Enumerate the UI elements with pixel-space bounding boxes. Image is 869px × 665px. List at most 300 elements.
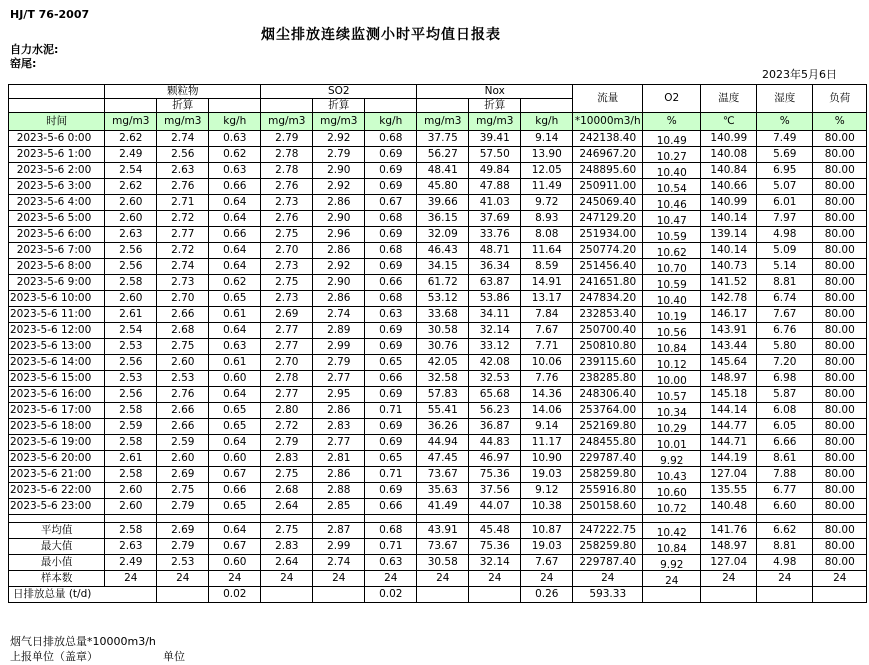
value-cell: 0.69 (365, 339, 417, 355)
value-cell: 144.77 (701, 419, 757, 435)
value-cell: 45.80 (417, 179, 469, 195)
value-cell: 2.75 (261, 275, 313, 291)
value-cell: 42.05 (417, 355, 469, 371)
value-cell: 8.59 (521, 259, 573, 275)
value-cell: 2.60 (105, 291, 157, 307)
value-cell: 0.63 (365, 307, 417, 323)
value-cell: 140.66 (701, 179, 757, 195)
header-humidity: 湿度 (757, 85, 813, 113)
value-cell: 10.60 (643, 483, 701, 499)
value-cell: 44.94 (417, 435, 469, 451)
value-cell: 2.92 (313, 259, 365, 275)
value-cell: 80.00 (813, 467, 867, 483)
time-cell: 2023-5-6 0:00 (9, 131, 105, 147)
value-cell: 2.68 (261, 483, 313, 499)
value-cell: 247834.20 (573, 291, 643, 307)
report-date: 2023年5月6日 (762, 68, 837, 81)
value-cell: 146.17 (701, 307, 757, 323)
time-cell: 2023-5-6 1:00 (9, 147, 105, 163)
value-cell: 24 (757, 571, 813, 587)
value-cell: 80.00 (813, 355, 867, 371)
unit-percent: % (643, 113, 701, 131)
value-cell: 10.40 (643, 163, 701, 179)
value-cell: 10.01 (643, 435, 701, 451)
value-cell: 19.03 (521, 539, 573, 555)
value-cell: 2.62 (105, 131, 157, 147)
value-cell: 0.65 (209, 403, 261, 419)
value-cell: 9.12 (521, 483, 573, 499)
value-cell: 2.60 (157, 355, 209, 371)
value-cell: 48.71 (469, 243, 521, 259)
value-cell (701, 587, 757, 603)
value-cell: 2.53 (105, 339, 157, 355)
value-cell: 7.67 (757, 307, 813, 323)
header-time: 时间 (9, 113, 105, 131)
daily-total-row (9, 587, 867, 603)
value-cell: 41.03 (469, 195, 521, 211)
value-cell: 80.00 (813, 387, 867, 403)
value-cell: 65.68 (469, 387, 521, 403)
value-cell: 2.64 (261, 499, 313, 515)
value-cell: 4.98 (757, 555, 813, 571)
header-empty (9, 99, 105, 113)
value-cell: 2.58 (105, 523, 157, 539)
value-cell: 2.56 (105, 387, 157, 403)
value-cell: 24 (209, 571, 261, 587)
value-cell: 2.74 (157, 131, 209, 147)
value-cell: 253764.00 (573, 403, 643, 419)
value-cell: 0.61 (209, 307, 261, 323)
header-load: 负荷 (813, 85, 867, 113)
value-cell: 2.69 (261, 307, 313, 323)
value-cell: 80.00 (813, 419, 867, 435)
value-cell: 2.87 (313, 523, 365, 539)
value-cell: 229787.40 (573, 451, 643, 467)
value-cell: 6.62 (757, 523, 813, 539)
value-cell: 24 (417, 571, 469, 587)
value-cell: 252169.80 (573, 419, 643, 435)
value-cell: 0.60 (209, 371, 261, 387)
value-cell: 46.43 (417, 243, 469, 259)
summary-label: 样本数 (9, 571, 105, 587)
value-cell: 7.76 (521, 371, 573, 387)
table-row (9, 211, 867, 227)
value-cell: 0.26 (521, 587, 573, 603)
value-cell: 63.87 (469, 275, 521, 291)
value-cell: 2.77 (313, 435, 365, 451)
value-cell: 2.59 (157, 435, 209, 451)
value-cell: 140.14 (701, 211, 757, 227)
value-cell: 9.14 (521, 131, 573, 147)
value-cell: 10.54 (643, 179, 701, 195)
header-temp: 温度 (701, 85, 757, 113)
value-cell: 37.75 (417, 131, 469, 147)
unit-mgm3: mg/m3 (469, 113, 521, 131)
table-row (9, 403, 867, 419)
value-cell: 2.53 (105, 371, 157, 387)
time-cell: 2023-5-6 21:00 (9, 467, 105, 483)
value-cell: 7.84 (521, 307, 573, 323)
value-cell: 2.76 (157, 179, 209, 195)
unit-mgm3: mg/m3 (157, 113, 209, 131)
value-cell: 0.65 (209, 419, 261, 435)
value-cell: 7.97 (757, 211, 813, 227)
value-cell: 250774.20 (573, 243, 643, 259)
value-cell: 2.59 (105, 419, 157, 435)
value-cell: 2.77 (313, 371, 365, 387)
time-cell: 2023-5-6 16:00 (9, 387, 105, 403)
value-cell: 2.60 (105, 211, 157, 227)
value-cell: 2.58 (105, 435, 157, 451)
value-cell: 2.58 (105, 275, 157, 291)
value-cell: 140.48 (701, 499, 757, 515)
value-cell (157, 587, 209, 603)
value-cell: 80.00 (813, 403, 867, 419)
value-cell: 0.66 (209, 227, 261, 243)
value-cell: 0.69 (365, 259, 417, 275)
value-cell: 255916.80 (573, 483, 643, 499)
value-cell: 0.60 (209, 555, 261, 571)
value-cell: 2.79 (261, 131, 313, 147)
value-cell: 2.49 (105, 555, 157, 571)
value-cell: 24 (261, 571, 313, 587)
value-cell: 2.68 (157, 323, 209, 339)
time-cell: 2023-5-6 9:00 (9, 275, 105, 291)
value-cell: 80.00 (813, 539, 867, 555)
time-cell: 2023-5-6 11:00 (9, 307, 105, 323)
value-cell: 47.45 (417, 451, 469, 467)
value-cell: 0.69 (365, 179, 417, 195)
spacer-cell (573, 515, 643, 523)
value-cell: 2.75 (261, 227, 313, 243)
value-cell: 2.56 (157, 147, 209, 163)
value-cell: 2.78 (261, 371, 313, 387)
value-cell: 12.05 (521, 163, 573, 179)
value-cell: 10.72 (643, 499, 701, 515)
station-label: 窑尾: (10, 57, 37, 70)
value-cell: 2.79 (313, 355, 365, 371)
value-cell: 6.60 (757, 499, 813, 515)
table-row (9, 467, 867, 483)
value-cell: 144.71 (701, 435, 757, 451)
value-cell: 30.76 (417, 339, 469, 355)
spacer-cell (521, 515, 573, 523)
table-row (9, 435, 867, 451)
header-group-pm: 颗粒物 (105, 85, 261, 99)
value-cell: 250700.40 (573, 323, 643, 339)
value-cell: 2.77 (261, 323, 313, 339)
value-cell: 5.14 (757, 259, 813, 275)
value-cell: 0.68 (365, 523, 417, 539)
value-cell: 0.64 (209, 523, 261, 539)
value-cell: 14.91 (521, 275, 573, 291)
value-cell: 24 (157, 571, 209, 587)
value-cell: 49.84 (469, 163, 521, 179)
value-cell: 141.76 (701, 523, 757, 539)
value-cell: 6.01 (757, 195, 813, 211)
summary-row (9, 555, 867, 571)
value-cell: 10.59 (643, 275, 701, 291)
value-cell: 80.00 (813, 147, 867, 163)
value-cell: 2.74 (313, 555, 365, 571)
header-converted-so2: 折算 (313, 99, 365, 113)
value-cell: 6.74 (757, 291, 813, 307)
value-cell: 10.42 (643, 523, 701, 539)
value-cell: 238285.80 (573, 371, 643, 387)
value-cell (261, 587, 313, 603)
table-row (9, 259, 867, 275)
value-cell: 2.79 (157, 539, 209, 555)
value-cell: 2.77 (261, 339, 313, 355)
value-cell: 247129.20 (573, 211, 643, 227)
value-cell: 2.85 (313, 499, 365, 515)
value-cell: 19.03 (521, 467, 573, 483)
unit-kgh: kg/h (365, 113, 417, 131)
value-cell: 24 (313, 571, 365, 587)
value-cell: 10.84 (643, 339, 701, 355)
value-cell: 57.83 (417, 387, 469, 403)
time-cell: 2023-5-6 18:00 (9, 419, 105, 435)
value-cell: 0.60 (209, 451, 261, 467)
value-cell: 73.67 (417, 467, 469, 483)
value-cell: 10.87 (521, 523, 573, 539)
value-cell: 239115.60 (573, 355, 643, 371)
value-cell: 10.29 (643, 419, 701, 435)
table-row (9, 483, 867, 499)
summary-label: 最小值 (9, 555, 105, 571)
value-cell: 24 (105, 571, 157, 587)
value-cell: 10.84 (643, 539, 701, 555)
summary-row (9, 571, 867, 587)
value-cell: 61.72 (417, 275, 469, 291)
value-cell: 5.09 (757, 243, 813, 259)
value-cell: 2.81 (313, 451, 365, 467)
header-empty (521, 99, 573, 113)
value-cell: 246967.20 (573, 147, 643, 163)
time-cell: 2023-5-6 6:00 (9, 227, 105, 243)
table-row (9, 291, 867, 307)
value-cell: 7.71 (521, 339, 573, 355)
value-cell: 0.67 (365, 195, 417, 211)
spacer-cell (261, 515, 313, 523)
value-cell: 8.81 (757, 539, 813, 555)
value-cell: 33.76 (469, 227, 521, 243)
value-cell: 0.66 (365, 371, 417, 387)
time-cell: 2023-5-6 10:00 (9, 291, 105, 307)
value-cell: 10.46 (643, 195, 701, 211)
table-row (9, 131, 867, 147)
value-cell: 2.72 (261, 419, 313, 435)
header-o2: O2 (643, 85, 701, 113)
value-cell: 5.87 (757, 387, 813, 403)
value-cell: 143.91 (701, 323, 757, 339)
value-cell: 0.63 (209, 131, 261, 147)
time-cell: 2023-5-6 15:00 (9, 371, 105, 387)
table-row (9, 451, 867, 467)
value-cell: 10.38 (521, 499, 573, 515)
report-table (8, 84, 867, 603)
reporting-unit-label: 上报单位（盖章） (10, 650, 98, 663)
value-cell (757, 587, 813, 603)
value-cell: 0.68 (365, 211, 417, 227)
daily-total-label: 日排放总量 (t/d) (9, 587, 157, 603)
value-cell: 140.73 (701, 259, 757, 275)
value-cell: 135.55 (701, 483, 757, 499)
value-cell: 2.83 (261, 451, 313, 467)
value-cell: 10.90 (521, 451, 573, 467)
value-cell: 80.00 (813, 371, 867, 387)
value-cell: 6.66 (757, 435, 813, 451)
value-cell: 0.64 (209, 195, 261, 211)
value-cell: 80.00 (813, 435, 867, 451)
value-cell: 36.15 (417, 211, 469, 227)
value-cell: 43.91 (417, 523, 469, 539)
value-cell: 80.00 (813, 499, 867, 515)
value-cell: 2.86 (313, 243, 365, 259)
value-cell: 13.90 (521, 147, 573, 163)
value-cell: 2.60 (157, 451, 209, 467)
value-cell: 593.33 (573, 587, 643, 603)
summary-label: 最大值 (9, 539, 105, 555)
value-cell: 7.20 (757, 355, 813, 371)
time-cell: 2023-5-6 14:00 (9, 355, 105, 371)
value-cell: 6.05 (757, 419, 813, 435)
value-cell: 8.93 (521, 211, 573, 227)
value-cell: 2.83 (313, 419, 365, 435)
value-cell: 2.92 (313, 131, 365, 147)
value-cell: 0.69 (365, 323, 417, 339)
value-cell: 2.61 (105, 451, 157, 467)
value-cell: 0.69 (365, 483, 417, 499)
value-cell: 34.15 (417, 259, 469, 275)
value-cell: 33.68 (417, 307, 469, 323)
unit-celsius: ℃ (701, 113, 757, 131)
value-cell: 148.97 (701, 539, 757, 555)
value-cell: 0.62 (209, 275, 261, 291)
value-cell: 80.00 (813, 163, 867, 179)
value-cell: 140.84 (701, 163, 757, 179)
header-empty (417, 99, 469, 113)
value-cell: 140.99 (701, 131, 757, 147)
value-cell: 5.69 (757, 147, 813, 163)
value-cell: 248306.40 (573, 387, 643, 403)
unit-percent: % (757, 113, 813, 131)
value-cell: 2.49 (105, 147, 157, 163)
time-cell: 2023-5-6 20:00 (9, 451, 105, 467)
spacer-cell (701, 515, 757, 523)
spacer-cell (417, 515, 469, 523)
value-cell: 2.73 (261, 259, 313, 275)
header-empty (105, 99, 157, 113)
value-cell: 47.88 (469, 179, 521, 195)
time-cell: 2023-5-6 5:00 (9, 211, 105, 227)
value-cell: 48.41 (417, 163, 469, 179)
value-cell: 145.64 (701, 355, 757, 371)
spacer-cell (365, 515, 417, 523)
table-row (9, 419, 867, 435)
value-cell: 2.60 (105, 483, 157, 499)
table-row (9, 147, 867, 163)
value-cell: 75.36 (469, 539, 521, 555)
value-cell: 247222.75 (573, 523, 643, 539)
value-cell: 80.00 (813, 211, 867, 227)
spacer-cell (643, 515, 701, 523)
value-cell: 32.14 (469, 323, 521, 339)
value-cell: 250911.00 (573, 179, 643, 195)
value-cell: 5.07 (757, 179, 813, 195)
unit-kgh: kg/h (521, 113, 573, 131)
value-cell: 14.06 (521, 403, 573, 419)
summary-row (9, 523, 867, 539)
value-cell: 6.76 (757, 323, 813, 339)
value-cell: 0.66 (365, 275, 417, 291)
value-cell: 10.00 (643, 371, 701, 387)
value-cell: 144.14 (701, 403, 757, 419)
value-cell: 0.64 (209, 259, 261, 275)
value-cell: 139.14 (701, 227, 757, 243)
value-cell: 0.71 (365, 539, 417, 555)
value-cell: 0.65 (365, 451, 417, 467)
value-cell: 10.57 (643, 387, 701, 403)
value-cell: 9.92 (643, 451, 701, 467)
value-cell: 141.52 (701, 275, 757, 291)
value-cell: 73.67 (417, 539, 469, 555)
header-flow: 流量 (573, 85, 643, 113)
value-cell: 140.14 (701, 243, 757, 259)
value-cell: 80.00 (813, 243, 867, 259)
value-cell: 2.75 (157, 483, 209, 499)
value-cell: 2.63 (105, 227, 157, 243)
value-cell: 2.79 (157, 499, 209, 515)
value-cell: 80.00 (813, 451, 867, 467)
header-empty (261, 99, 313, 113)
value-cell: 24 (521, 571, 573, 587)
value-cell: 80.00 (813, 131, 867, 147)
value-cell (643, 587, 701, 603)
time-cell: 2023-5-6 23:00 (9, 499, 105, 515)
table-row (9, 243, 867, 259)
value-cell: 32.53 (469, 371, 521, 387)
value-cell: 0.63 (365, 555, 417, 571)
value-cell: 2.76 (261, 211, 313, 227)
value-cell: 2.74 (157, 259, 209, 275)
value-cell: 80.00 (813, 195, 867, 211)
unit-mgm3: mg/m3 (261, 113, 313, 131)
value-cell: 0.64 (209, 323, 261, 339)
value-cell: 11.49 (521, 179, 573, 195)
value-cell: 33.12 (469, 339, 521, 355)
standard-code: HJ/T 76-2007 (10, 8, 90, 21)
value-cell: 80.00 (813, 483, 867, 499)
table-row (9, 227, 867, 243)
time-cell: 2023-5-6 22:00 (9, 483, 105, 499)
value-cell: 2.75 (261, 523, 313, 539)
value-cell: 2.77 (157, 227, 209, 243)
value-cell: 55.41 (417, 403, 469, 419)
value-cell: 80.00 (813, 275, 867, 291)
value-cell: 9.92 (643, 555, 701, 571)
unit-mgm3: mg/m3 (313, 113, 365, 131)
page-title: 烟尘排放连续监测小时平均值日报表 (261, 27, 501, 43)
header-empty (9, 85, 105, 99)
value-cell: 2.74 (313, 307, 365, 323)
value-cell: 53.12 (417, 291, 469, 307)
unit-mgm3: mg/m3 (105, 113, 157, 131)
value-cell: 10.62 (643, 243, 701, 259)
value-cell: 2.89 (313, 323, 365, 339)
value-cell: 2.69 (157, 523, 209, 539)
value-cell: 6.08 (757, 403, 813, 419)
